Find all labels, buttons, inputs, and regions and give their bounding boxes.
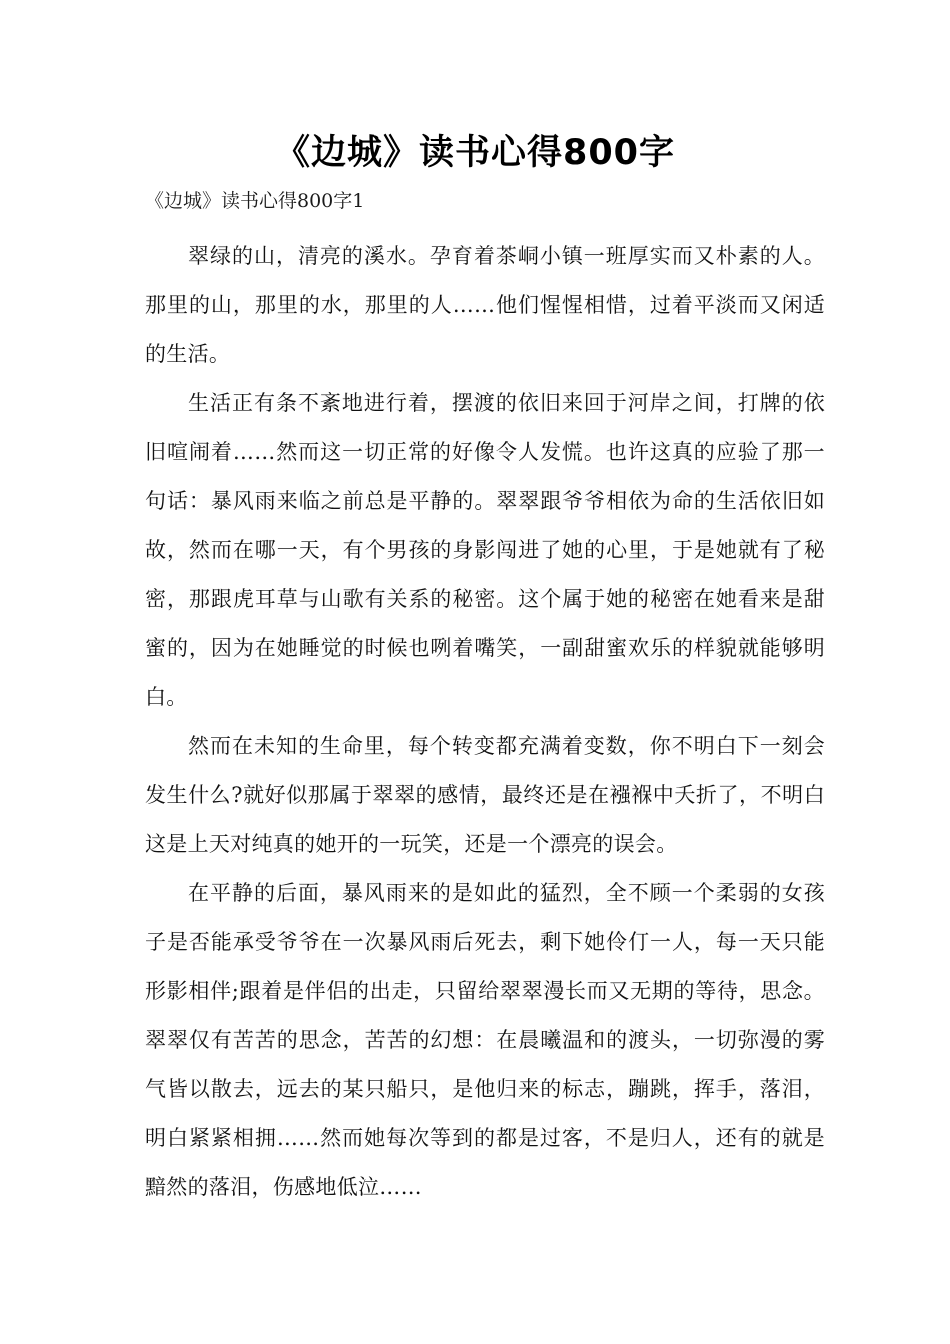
paragraph-1: 翠绿的山，清亮的溪水。孕育着茶峒小镇一班厚实而又朴素的人。那里的山，那里的水，那里的人……他们惺惺相惜，过着平淡而又闲适的生活。 — [145, 244, 825, 366]
document-body — [145, 232, 825, 1212]
document-subtitle: 《边城》读书心得800字1 — [145, 190, 365, 212]
paragraph-4: 在平静的后面，暴风雨来的是如此的猛烈，全不顾一个柔弱的女孩子是否能承受爷爷在一次暴风雨后死去，剩下她伶仃一人，每一天只能形影相伴;跟着是伴侣的出走，只留给翠翠漫长而又无期的等待，思念。翠翠仅有苦苦的思念，苦苦的幻想：在晨曦温和的渡头，一切弥漫的雾气皆以散去，远去的某只船只，是他归来的标志，蹦跳，挥手，落泪，明白紧紧相拥……然而她每次等到的都是过客，不是归人，还有的就是黯然的落泪，伤感地低泣…… — [145, 881, 825, 1199]
paragraph-2: 生活正有条不紊地进行着，摆渡的依旧来回于河岸之间，打牌的依旧喧闹着……然而这一切正常的好像令人发慌。也许这真的应验了那一句话：暴风雨来临之前总是平静的。翠翠跟爷爷相依为命的生活依旧如故，然而在哪一天，有个男孩的身影闯进了她的心里，于是她就有了秘密，那跟虎耳草与山歌有关系的秘密。这个属于她的秘密在她看来是甜蜜的，因为在她睡觉的时候也咧着嘴笑，一副甜蜜欢乐的样貌就能够明白。 — [145, 391, 825, 709]
paragraph-3: 然而在未知的生命里，每个转变都充满着变数，你不明白下一刻会发生什么?就好似那属于翠翠的感情，最终还是在襁褓中夭折了，不明白这是上天对纯真的她开的一玩笑，还是一个漂亮的误会。 — [145, 734, 825, 856]
document-title: 《边城》读书心得800字 — [274, 133, 676, 173]
